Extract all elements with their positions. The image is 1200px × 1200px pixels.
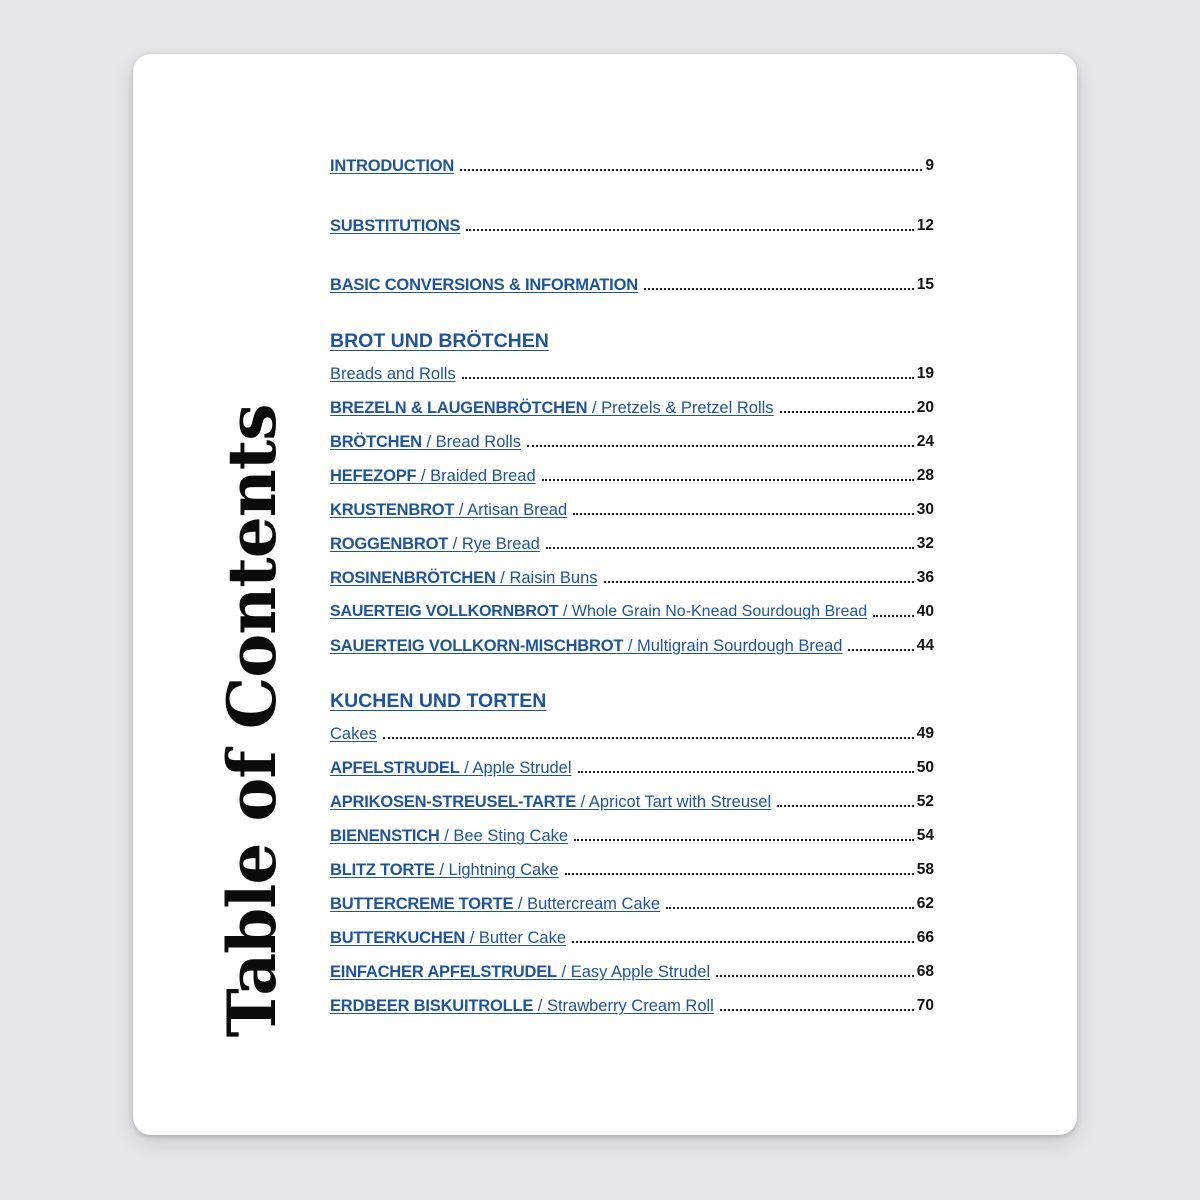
toc-entry — [330, 496, 934, 520]
dot-leader — [546, 546, 914, 549]
dot-leader — [848, 648, 913, 651]
toc-link[interactable]: BRÖTCHEN / Bread Rolls — [330, 433, 521, 451]
page-number: 36 — [916, 569, 934, 586]
toc-entry — [330, 564, 934, 588]
page-number: 20 — [916, 399, 934, 416]
toc-link[interactable]: SAUERTEIG VOLLKORN-MISCHBROT / Multigrain Sourdough Bread — [330, 637, 843, 655]
page-number: 12 — [916, 217, 934, 234]
dot-leader — [466, 228, 913, 231]
section-heading-brot[interactable]: BROT UND BRÖTCHEN — [330, 330, 549, 352]
toc-entry — [330, 632, 934, 656]
toc-entry — [330, 530, 934, 554]
dot-leader — [572, 940, 914, 943]
page-number: 58 — [916, 861, 934, 878]
dot-leader — [527, 444, 914, 447]
toc-link[interactable]: APFELSTRUDEL / Apple Strudel — [330, 759, 572, 777]
dot-leader — [460, 168, 922, 171]
dot-leader — [383, 736, 914, 739]
dot-leader — [720, 1008, 914, 1011]
toc-link[interactable]: BASIC CONVERSIONS & INFORMATION — [330, 276, 638, 294]
dot-leader — [644, 287, 914, 290]
page-number: 40 — [916, 603, 934, 620]
toc-link[interactable]: BUTTERCREME TORTE / Buttercream Cake — [330, 895, 661, 913]
page-number: 24 — [916, 433, 934, 450]
toc-link[interactable]: BIENENSTICH / Bee Sting Cake — [330, 827, 569, 845]
dot-leader — [777, 804, 914, 807]
dot-leader — [578, 770, 914, 773]
toc-link[interactable]: Breads and Rolls — [330, 365, 456, 383]
toc-link[interactable]: SAUERTEIG VOLLKORNBROT / Whole Grain No-Knead Sourdough Bread — [330, 603, 868, 620]
page-number: 50 — [916, 759, 934, 776]
page-number: 30 — [916, 501, 934, 518]
toc-entry — [330, 822, 934, 846]
page-number: 44 — [916, 637, 934, 654]
dot-leader — [666, 906, 914, 909]
dot-leader — [573, 512, 914, 515]
toc-link[interactable]: EINFACHER APFELSTRUDEL / Easy Apple Strudel — [330, 963, 711, 981]
toc-link[interactable]: APRIKOSEN-STREUSEL-TARTE / Apricot Tart with Streusel — [330, 793, 772, 811]
toc-entry — [330, 394, 934, 418]
toc-link[interactable]: BREZELN & LAUGENBRÖTCHEN / Pretzels & Pretzel Rolls — [330, 399, 774, 417]
toc-link[interactable]: Cakes — [330, 725, 377, 743]
section-heading-kuchen[interactable]: KUCHEN UND TORTEN — [330, 690, 547, 712]
toc-entry — [330, 856, 934, 880]
toc-entry — [330, 360, 934, 384]
dot-leader — [574, 838, 914, 841]
toc-entry — [330, 720, 934, 744]
dot-leader — [780, 410, 914, 413]
toc-link[interactable]: ROGGENBROT / Rye Bread — [330, 535, 540, 553]
toc-entry — [330, 992, 934, 1016]
page-number: 66 — [916, 929, 934, 946]
toc-entry — [330, 890, 934, 914]
dot-leader — [873, 614, 914, 617]
page-number: 19 — [916, 365, 934, 382]
dot-leader — [542, 478, 914, 481]
toc-entry-substitutions — [330, 212, 934, 236]
page-number: 28 — [916, 467, 934, 484]
toc-entry — [330, 788, 934, 812]
page-number: 52 — [916, 793, 934, 810]
toc-entry-introduction — [330, 152, 934, 176]
toc-entry — [330, 924, 934, 948]
dot-leader — [604, 580, 914, 583]
toc-entry — [330, 754, 934, 778]
toc-link[interactable]: BLITZ TORTE / Lightning Cake — [330, 861, 559, 879]
page-number: 15 — [916, 276, 934, 293]
dot-leader — [716, 974, 914, 977]
toc-link[interactable]: INTRODUCTION — [330, 157, 455, 175]
toc-link[interactable]: SUBSTITUTIONS — [330, 217, 461, 235]
toc-link[interactable]: HEFEZOPF / Braided Bread — [330, 467, 536, 485]
page-number: 9 — [925, 157, 934, 174]
toc-entry-basic-conversions — [330, 271, 934, 295]
toc-entry — [330, 462, 934, 486]
toc-entry — [330, 428, 934, 452]
vertical-title: Table of Contents — [213, 404, 291, 1038]
page-number: 49 — [916, 725, 934, 742]
page-number: 62 — [916, 895, 934, 912]
page-number: 70 — [916, 997, 934, 1014]
dot-leader — [565, 872, 914, 875]
toc-link[interactable]: BUTTERKUCHEN / Butter Cake — [330, 929, 566, 947]
page-number: 54 — [916, 827, 934, 844]
page-number: 68 — [916, 963, 934, 980]
toc-link[interactable]: ERDBEER BISKUITROLLE / Strawberry Cream Roll — [330, 997, 714, 1015]
dot-leader — [462, 376, 914, 379]
toc-entry — [330, 958, 934, 982]
toc-link[interactable]: ROSINENBRÖTCHEN / Raisin Buns — [330, 569, 598, 587]
toc-link[interactable]: KRUSTENBROT / Artisan Bread — [330, 501, 568, 519]
toc-entry — [330, 598, 934, 622]
page-number: 32 — [916, 535, 934, 552]
